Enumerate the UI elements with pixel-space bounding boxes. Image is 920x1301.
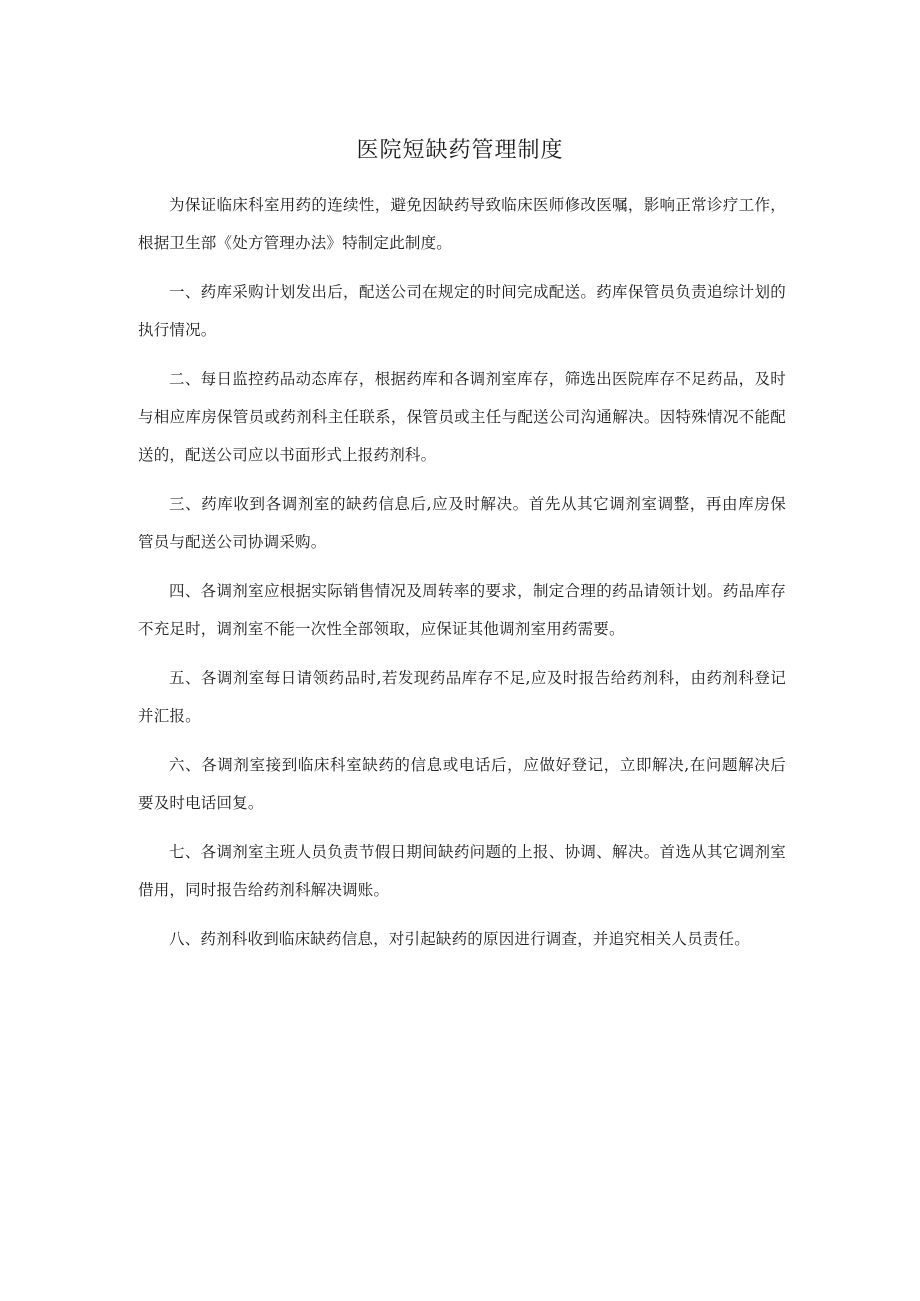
document-body bbox=[138, 186, 786, 969]
paragraph-intro: 为保证临床科室用药的连续性，避免因缺药导致临床医师修改医嘱，影响正常诊疗工作，根据卫生部《处方管理办法》特制定此制度。 bbox=[138, 196, 786, 252]
document-title: 医院短缺药管理制度 bbox=[356, 138, 564, 163]
paragraph-item-8: 八、药剂科收到临床缺药信息，对引起缺药的原因进行调查，并追究相关人员责任。 bbox=[169, 930, 750, 948]
paragraph-item-3: 三、药库收到各调剂室的缺药信息后,应及时解决。首先从其它调剂室调整，再由库房保管员与配送公司协调采购。 bbox=[138, 495, 786, 551]
paragraph-item-2: 二、每日监控药品动态库存，根据药库和各调剂室库存，筛选出医院库存不足药品，及时与相应库房保管员或药剂科主任联系，保管员或主任与配送公司沟通解决。因特殊情况不能配送的，配送公司应以书面形式上报药剂科。 bbox=[138, 370, 786, 464]
paragraph-item-5: 五、各调剂室每日请领药品时,若发现药品库存不足,应及时报告给药剂科，由药剂科登记并汇报。 bbox=[138, 669, 786, 725]
paragraph-item-1: 一、药库采购计划发出后，配送公司在规定的时间完成配送。药库保管员负责追综计划的执行情况。 bbox=[138, 283, 786, 339]
paragraph-item-4: 四、各调剂室应根据实际销售情况及周转率的要求，制定合理的药品请领计划。药品库存不充足时，调剂室不能一次性全部领取，应保证其他调剂室用药需要。 bbox=[138, 582, 786, 638]
paragraph-item-6: 六、各调剂室接到临床科室缺药的信息或电话后，应做好登记，立即解决,在问题解决后要及时电话回复。 bbox=[138, 756, 786, 812]
paragraph-item-7: 七、各调剂室主班人员负责节假日期间缺药问题的上报、协调、解决。首选从其它调剂室借用，同时报告给药剂科解决调账。 bbox=[138, 843, 786, 899]
